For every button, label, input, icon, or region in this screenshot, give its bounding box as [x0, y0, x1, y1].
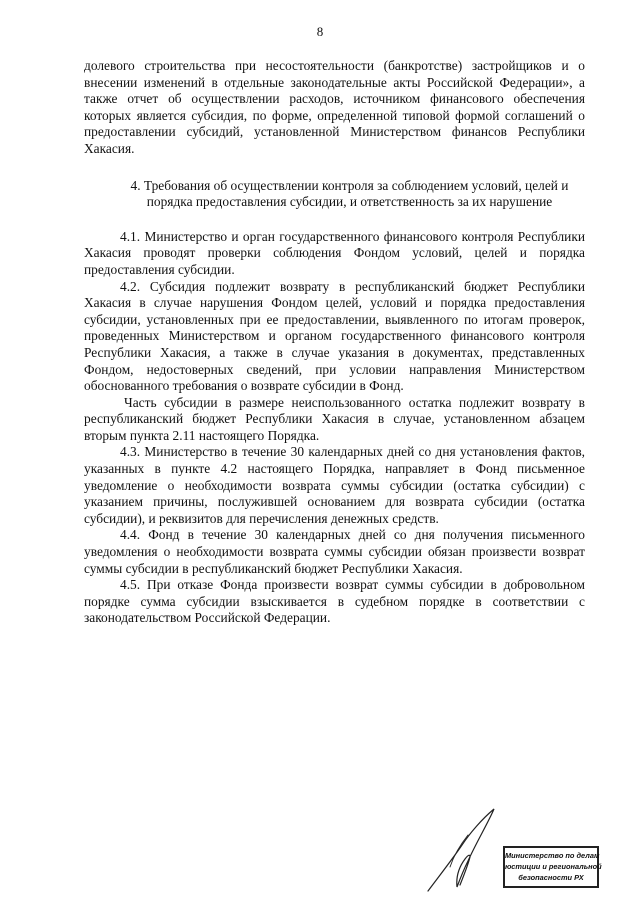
intro-paragraph: долевого строительства при несостоятельности (банкротстве) застройщиков и о внесении изменений в отдельные законодательные акты Российской Федерации», а также отчет об осуществлении расходов, источником финансового обеспечения которых является субсидия, по форме, определенной типовой формой соглашений о предоставлении субсидий, установленной Министерством финансов Республики Хакасия. — [84, 58, 585, 156]
paragraph-4-1: 4.1. Министерство и орган государственного финансового контроля Республики Хакасия проводят проверки соблюдения Фондом условий, целей и порядка предоставления субсидии. — [84, 228, 585, 277]
stamp-line-2: юстиции и региональной — [505, 862, 602, 871]
document-body — [84, 58, 585, 627]
paragraph-4-5: 4.5. При отказе Фонда произвести возврат суммы субсидии в добровольном порядке сумма субсидии взыскивается в судебном порядке в соответствии с законодательством Российской Федерации. — [84, 577, 585, 626]
section-heading: 4. Требования об осуществлении контроля за соблюдением условий, целей и порядка предоставления субсидии, и ответственность за их нарушение — [130, 177, 569, 210]
stamp-line-3: безопасности РХ — [518, 873, 584, 882]
ministry-stamp — [503, 846, 602, 888]
paragraph-4-2-remainder: Часть субсидии в размере неиспользованного остатка подлежит возврату в республиканский бюджет Республики Хакасия в случае, установленном абзацем вторым пункта 2.11 настоящего Порядка. — [84, 394, 585, 443]
page-number: 8 — [316, 24, 324, 39]
stamp-line-1: Министерство по делам — [505, 851, 600, 860]
paragraph-4-2: 4.2. Субсидия подлежит возврату в республиканский бюджет Республики Хакасия в случае нарушения Фондом целей, условий и порядка предоставления субсидии, установленных при ее предоставлении, выявленного по итогам проверок, проведенных Министерством и органом государственного финансового контроля Республики Хакасия, а также в случае указания в документах, представленных Фондом, недостоверных сведений, при условии направления Министерством обоснованного требования о возврате субсидии в Фонд. — [84, 278, 585, 394]
paragraph-4-3: 4.3. Министерство в течение 30 календарных дней со дня установления фактов, указанных в пункте 4.2 настоящего Порядка, направляет в Фонд письменное уведомление о необходимости возврата суммы субсидии (остатка субсидии) с указанием причины, послужившей основанием для возврата субсидии (остатка субсидии), и реквизитов для перечисления денежных средств. — [84, 444, 585, 526]
paragraph-4-4: 4.4. Фонд в течение 30 календарных дней со дня получения письменного уведомления о необходимости возврата суммы субсидии обязан произвести возврат суммы субсидии в республиканский бюджет Республики Хакасия. — [84, 527, 585, 576]
